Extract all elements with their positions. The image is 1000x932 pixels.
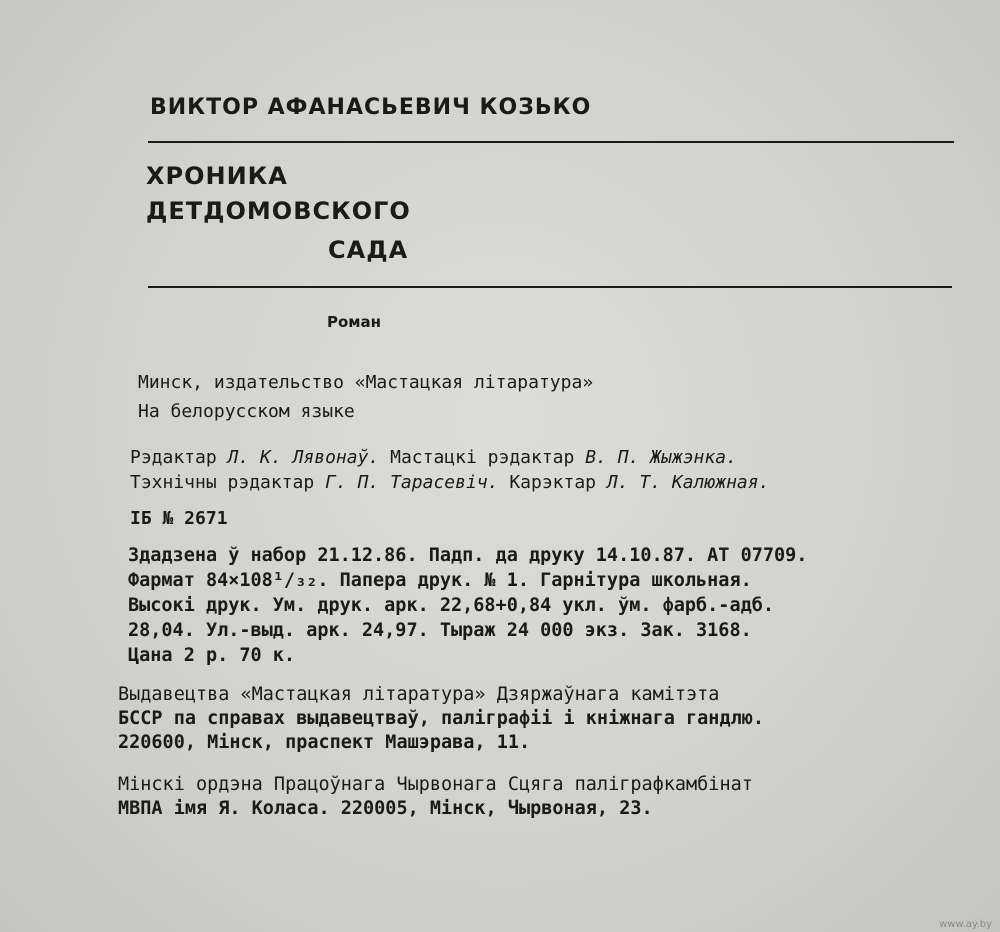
proofreader-label: Карэктар [509,472,597,493]
publisher-info-line-1: Выдавецтва «Мастацкая літаратура» Дзяржаўнага камітэта [118,684,720,705]
divider-bottom [148,286,952,288]
ib-number: ІБ № 2671 [130,508,228,529]
publisher-info-line-2: БССР па справах выдавецтваў, паліграфіі і кніжнага гандлю. [118,708,765,729]
art-editor-name: В. П. Жыжэнка. [585,447,737,468]
author-name: ВИКТОР АФАНАСЬЕВИЧ КОЗЬКО [150,95,592,120]
title-line-1: ХРОНИКА [146,162,288,190]
printer-info-line-1: Мінскі ордэна Працоўнага Чырвонага Сцяга паліграфкамбінат [118,774,753,795]
tech-editor-label: Тэхнічны рэдактар [130,472,315,493]
title-line-2: ДЕТДОМОВСКОГО [146,197,411,225]
print-details-line-1: Здадзена ў набор 21.12.86. Падп. да друку 14.10.87. АТ 07709. [128,545,808,566]
genre-label: Роман [327,313,382,331]
tech-editor-name: Г. П. Тарасевіч. [325,472,499,493]
title-line-3: САДА [328,236,409,264]
publisher-info-line-3: 220600, Мінск, праспект Машэрава, 11. [118,732,531,753]
proofreader-name: Л. Т. Калюжная. [606,472,770,493]
publisher-ru-line: Минск, издательство «Мастацкая літаратура» [138,372,594,393]
credits-line-1 [130,447,737,468]
print-details-line-4: 28,04. Ул.-выд. арк. 24,97. Тыраж 24 000 экз. Зак. 3168. [128,620,752,641]
print-details-line-2: Фармат 84×108¹/₃₂. Папера друк. № 1. Гарнітура школьная. [128,570,752,591]
editor-name: Л. К. Лявонаў. [227,447,380,468]
art-editor-label: Мастацкі рэдактар [390,447,575,468]
printer-info-line-2: МВПА імя Я. Коласа. 220005, Мінск, Чырвоная, 23. [118,798,653,819]
divider-top [148,141,954,143]
watermark: www.ay.by [939,919,992,930]
editor-label: Рэдактар [130,447,217,468]
credits-line-2 [130,472,769,493]
print-details-line-3: Высокі друк. Ум. друк. арк. 22,68+0,84 укл. ўм. фарб.-адб. [128,595,775,616]
print-details-line-5: Цана 2 р. 70 к. [128,645,296,666]
language-note: На белорусском языке [138,401,355,422]
